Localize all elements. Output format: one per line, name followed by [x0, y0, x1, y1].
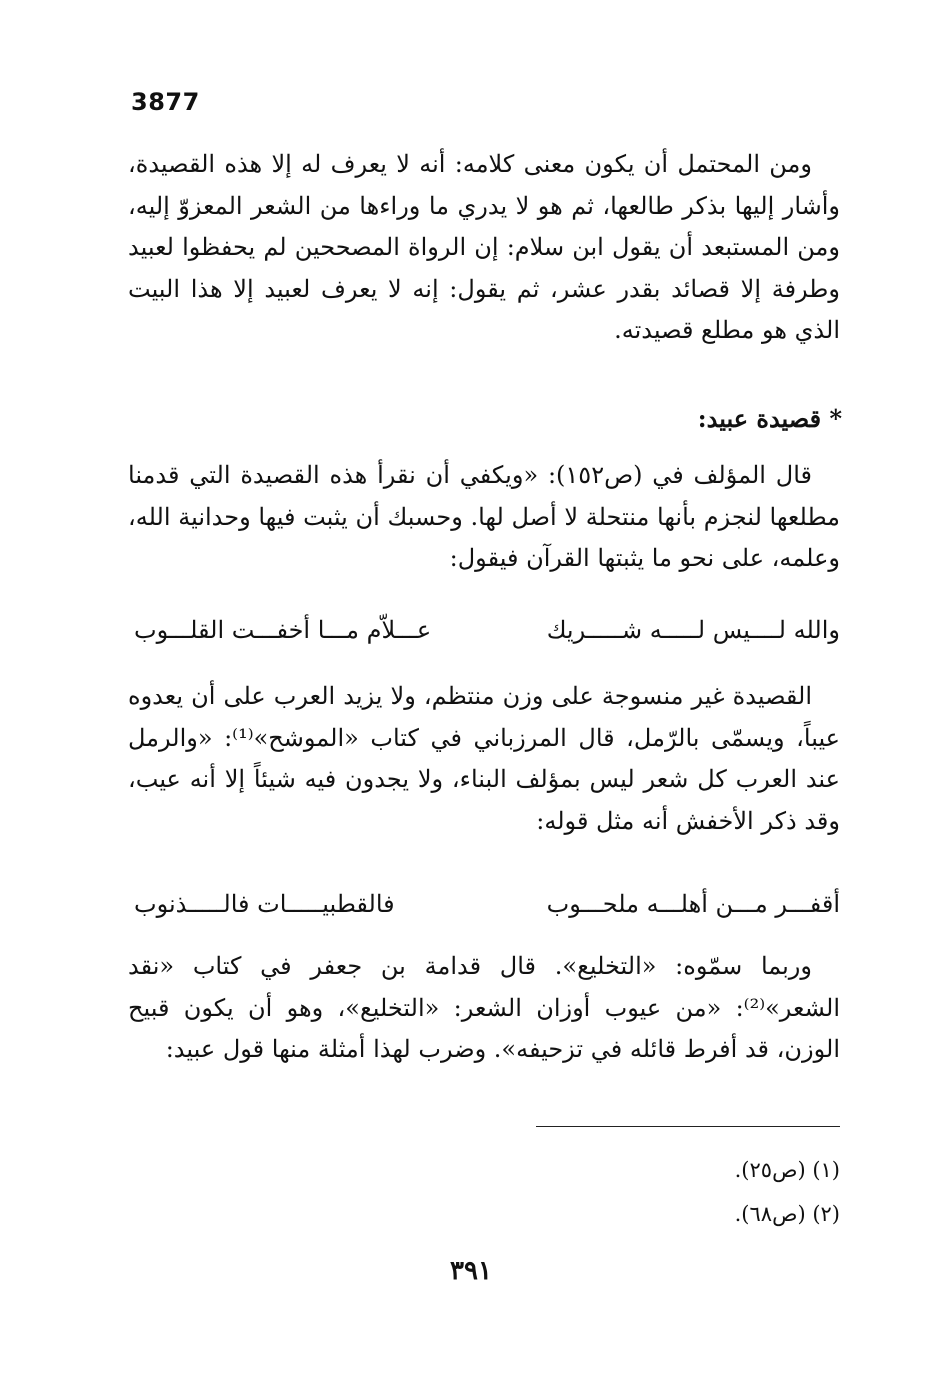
section-heading: * قصيدة عبيد: [697, 404, 842, 433]
footnote-2: (٢) (ص٦٨). [734, 1202, 840, 1226]
verse-1-first-hemistich: والله لــــيس لـــــه شـــــريك [546, 616, 840, 644]
verse-1-second-hemistich: عـــلاّم مـــا أخفـــت القلـــوب [134, 616, 432, 644]
footnote-1: (١) (ص٢٥). [734, 1158, 840, 1182]
verse-1 [134, 616, 840, 644]
paragraph-4-text: وربما سمّوه: «التخليع». قال قدامة بن جعفر في كتاب «نقد الشعر»⁽²⁾: «من عيوب أوزان الشعر: «التخليع»، وهو أن يكون قبيح الوزن، قد أفرط قائله في تزحيفه». وضرب لهذا أمثلة منها قول عبيد: [128, 952, 840, 1063]
paragraph-1 [128, 144, 840, 352]
verse-2-first-hemistich: أقفـــر مـــن أهلـــه ملحـــوب [546, 890, 840, 918]
paragraph-4 [128, 946, 840, 1071]
footnotes [735, 1148, 840, 1236]
page-number: ٣٩١ [450, 1256, 492, 1286]
paragraph-3 [128, 676, 840, 842]
verse-2-second-hemistich: فالقطبيـــــات فالـــــذنوب [134, 890, 395, 918]
verse-2 [134, 890, 840, 918]
paragraph-3-text: القصيدة غير منسوجة على وزن منتظم، ولا يزيد العرب على أن يعدوه عيباً، ويسمّى بالرّمل، قال المرزباني في كتاب «الموشح»⁽¹⁾: «والرمل عند العرب كل شعر ليس بمؤلف البناء، ولا يجدون فيه شيئاً إلا أنه عيب، وقد ذكر الأخفش أنه مثل قوله: [128, 682, 841, 835]
paragraph-2-text: قال المؤلف في (ص١٥٢): «ويكفي أن نقرأ هذه القصيدة التي قدمنا مطلعها لنجزم بأنها منتحلة لا أصل لها. وحسبك أن يثبت فيها وحدانية الله، وعلمه، على نحو ما يثبتها القرآن فيقول: [128, 461, 840, 572]
paragraph-2 [128, 455, 840, 580]
page-id: 3877 [131, 88, 200, 116]
footnote-divider [536, 1126, 840, 1127]
paragraph-1-text: ومن المحتمل أن يكون معنى كلامه: أنه لا يعرف له إلا هذه القصيدة، وأشار إليها بذكر طالعها، ثم هو لا يدري ما وراءها من الشعر المعزوّ إليه، ومن المستبعد أن يقول ابن سلام: إن الرواة المصححين لم يحفظوا لعبيد وطرفة إلا قصائد بقدر عشر، ثم يقول: إنه لا يعرف لعبيد إلا هذا البيت الذي هو مطلع قصيدته. [128, 150, 840, 344]
